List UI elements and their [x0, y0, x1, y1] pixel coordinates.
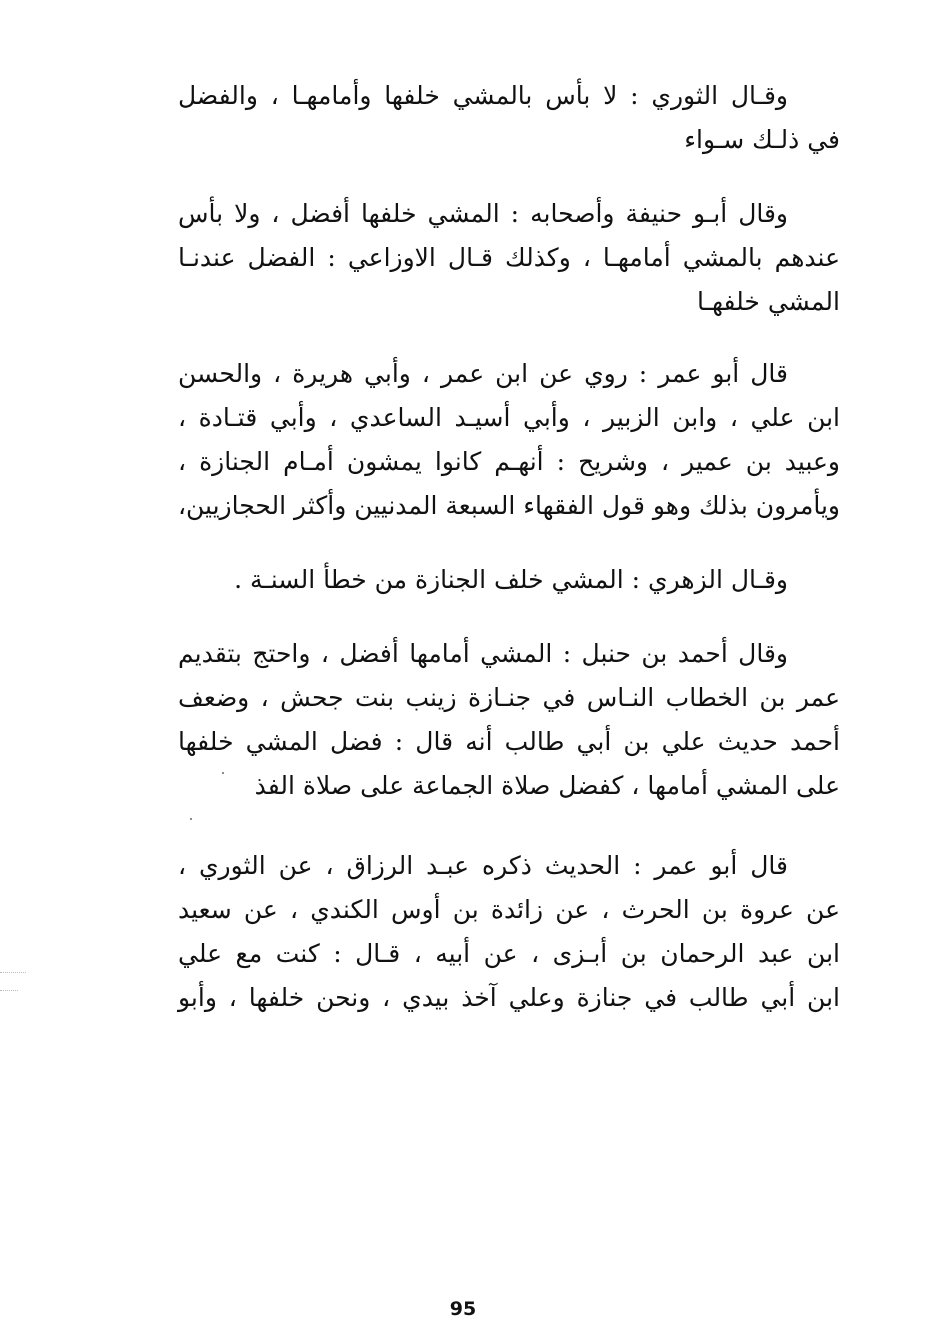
text-line: عمر بن الخطاب النـاس في جنـازة زينب بنت جحش ، وضعف	[178, 683, 840, 712]
paragraph-abu-hanifa	[178, 192, 840, 324]
text-line: على المشي أمامها ، كفضل صلاة الجماعة على صلاة الفذ	[254, 771, 840, 800]
text-line: وقـال الزهري : المشي خلف الجنازة من خطأ السنـة .	[234, 565, 788, 594]
text-line: ويأمرون بذلك وهو قول الفقهاء السبعة المدنيين وأكثر الحجازيين،	[177, 491, 840, 520]
paragraph-abu-umar-2	[178, 844, 840, 1020]
paragraph-ahmad	[178, 632, 840, 808]
text-line: ابن علي ، وابن الزبير ، وأبي أسيـد الساعدي ، وأبي قتـادة ،	[178, 403, 840, 432]
text-line: المشي خلفهـا	[697, 287, 840, 316]
text-line: أحمد حديث علي بن أبي طالب أنه قال : فضل المشي خلفها	[178, 727, 840, 756]
text-line: عندهم بالمشي أمامهـا ، وكذلك قـال الاوزاعي : الفضل عندنـا	[178, 243, 840, 272]
text-line: في ذلـك سـواء	[684, 125, 840, 154]
paragraph-thawri	[178, 74, 840, 162]
scan-edge-mark	[0, 972, 26, 973]
paragraph-zuhri	[178, 558, 840, 602]
page-number: 95	[449, 1298, 477, 1320]
scan-edge-mark	[0, 990, 18, 991]
paragraph-abu-umar-1	[178, 352, 840, 528]
body-text	[178, 66, 840, 1020]
text-line: ابن عبد الرحمان بن أبـزى ، عن أبيه ، قـال : كنت مع علي	[178, 939, 840, 968]
scan-speck	[222, 772, 224, 774]
scan-speck	[190, 818, 192, 820]
text-line: قال أبو عمر : روي عن ابن عمر ، وأبي هريرة ، والحسن	[178, 359, 788, 388]
text-line: وعبيد بن عمير ، وشريح : أنهـم كانوا يمشون أمـام الجنازة ،	[178, 447, 840, 476]
text-line: وقـال الثوري : لا بأس بالمشي خلفها وأمامهـا ، والفضل	[178, 81, 788, 110]
text-line: ابن أبي طالب في جنازة وعلي آخذ بيدي ، ونحن خلفها ، وأبو	[178, 983, 840, 1012]
text-line: قال أبو عمر : الحديث ذكره عبـد الرزاق ، عن الثوري ،	[178, 851, 788, 880]
text-line: عن عروة بن الحرث ، عن زائدة بن أوس الكندي ، عن سعيد	[178, 895, 840, 924]
text-line: وقال أبـو حنيفة وأصحابه : المشي خلفها أفضل ، ولا بأس	[178, 199, 788, 228]
text-line: وقال أحمد بن حنبل : المشي أمامها أفضل ، واحتج بتقديم	[178, 639, 788, 668]
